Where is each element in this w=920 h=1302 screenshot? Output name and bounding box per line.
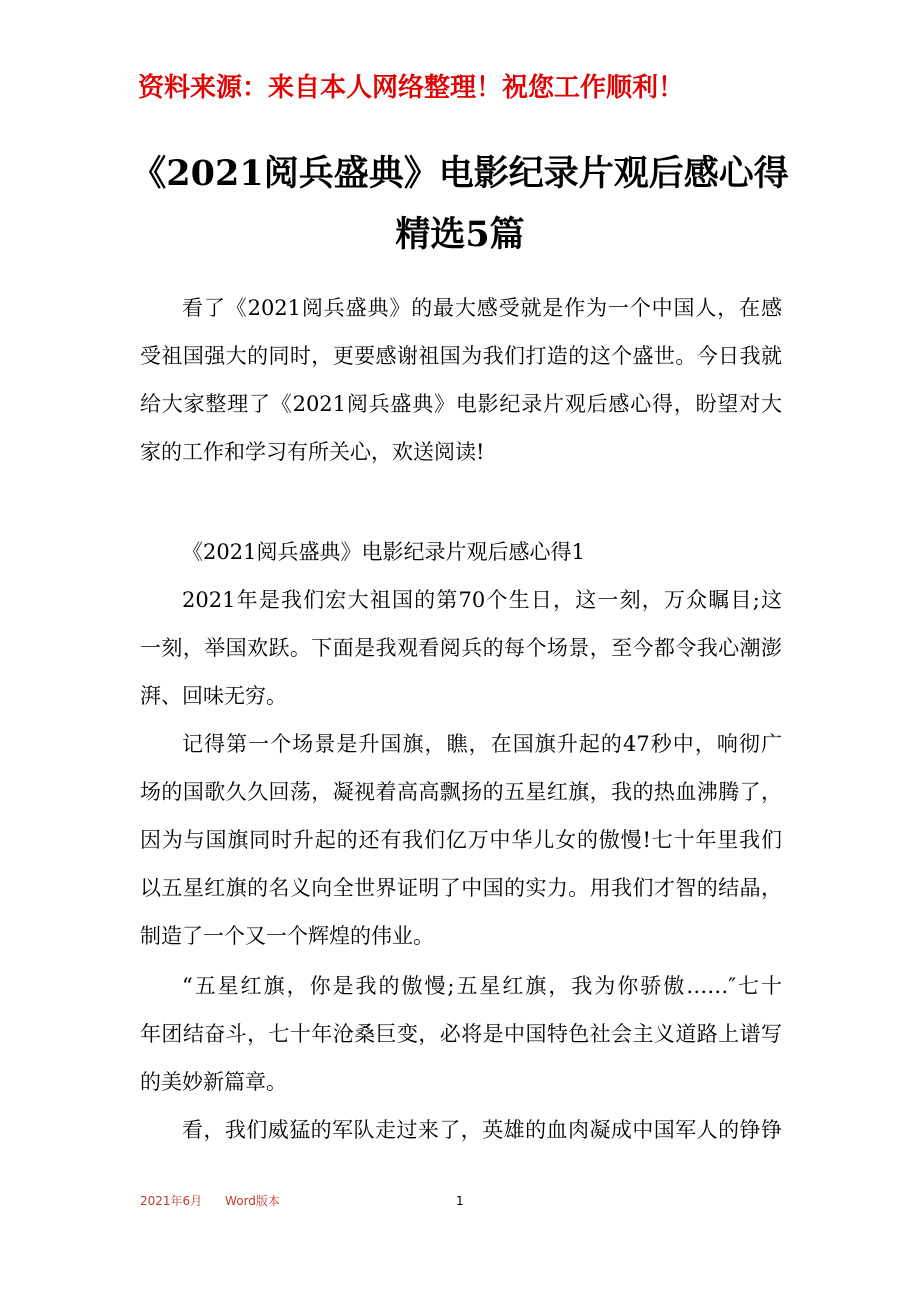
text-line: 看了《2021阅兵盛典》的最大感受就是作为一个中国人，在感 <box>182 296 782 320</box>
text-line: 制造了一个又一个辉煌的伟业。 <box>140 924 434 948</box>
text-line: 2021年是我们宏大祖国的第70个生日，这一刻，万众瞩目;这 <box>182 588 782 612</box>
paragraph-2 <box>140 720 782 960</box>
text-line: “五星红旗，你是我的傲慢;五星红旗，我为你骄傲……″七十 <box>182 974 782 998</box>
text-line: 给大家整理了《2021阅兵盛典》电影纪录片观后感心得，盼望对大 <box>140 392 782 416</box>
section-heading: 《2021阅兵盛典》电影纪录片观后感心得1 <box>182 540 585 564</box>
text-line: 受祖国强大的同时，更要感谢祖国为我们打造的这个盛世。今日我就 <box>140 344 782 368</box>
document-title-line-1: 《2021阅兵盛典》电影纪录片观后感心得 <box>131 153 789 194</box>
section-heading-block <box>140 528 782 576</box>
paragraph-4 <box>140 1106 782 1154</box>
paragraph-3 <box>140 962 782 1106</box>
text-line: 场的国歌久久回荡，凝视着高高飘扬的五星红旗，我的热血沸腾了， <box>140 780 782 804</box>
footer-date-version: 2021年6月 Word版本 <box>140 1194 280 1208</box>
page-number: 1 <box>456 1194 464 1208</box>
text-line: 年团结奋斗，七十年沧桑巨变，必将是中国特色社会主义道路上谱写 <box>140 1022 782 1046</box>
text-line: 家的工作和学习有所关心，欢送阅读! <box>140 440 485 464</box>
source-note: 资料来源：来自本人网络整理！祝您工作顺利！ <box>138 73 685 103</box>
text-line: 一刻，举国欢跃。下面是我观看阅兵的每个场景，至今都令我心潮澎 <box>140 636 782 660</box>
text-line: 的美妙新篇章。 <box>140 1070 287 1094</box>
text-line: 看，我们威猛的军队走过来了，英雄的血肉凝成中国军人的铮铮 <box>182 1118 782 1142</box>
intro-paragraph <box>140 284 782 476</box>
text-line: 记得第一个场景是升国旗，瞧，在国旗升起的47秒中，响彻广 <box>182 732 782 756</box>
text-line: 湃、回味无穷。 <box>140 684 287 708</box>
paragraph-1 <box>140 576 782 720</box>
text-line: 因为与国旗同时升起的还有我们亿万中华儿女的傲慢!七十年里我们 <box>140 828 782 852</box>
document-title-line-2: 精选5篇 <box>395 214 525 255</box>
text-line: 以五星红旗的名义向全世界证明了中国的实力。用我们才智的结晶， <box>140 876 782 900</box>
